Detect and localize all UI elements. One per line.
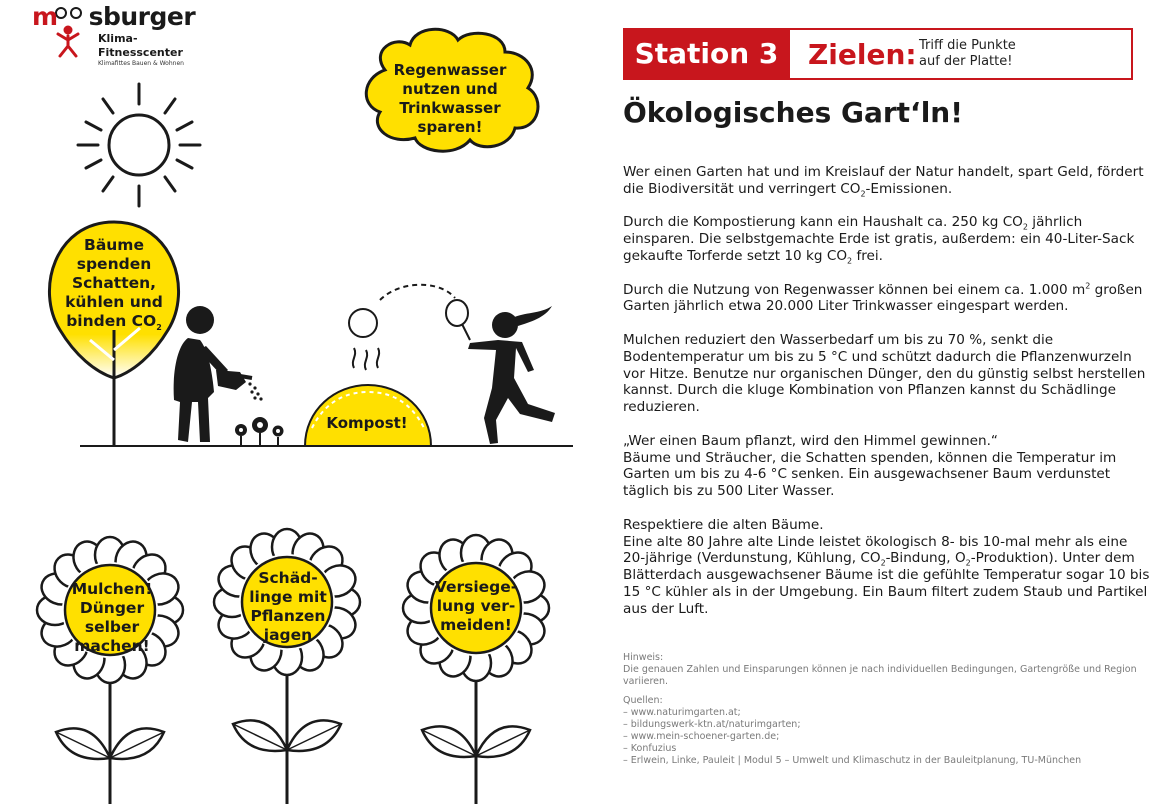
flower-2-text: Schäd- linge mit Pflanzen jagen xyxy=(249,569,327,644)
flower-mulchen-icon xyxy=(37,537,183,804)
kompost-label: Kompost! xyxy=(326,414,408,432)
paragraph-3: Durch die Nutzung von Regenwasser können bei einem ca. 1.000 $m^2$ großen Garten jährlich etwa 20.000 Liter Trinkwasser eingespart werden. xyxy=(623,281,1143,315)
source-item: – bildungswerk-ktn.at/naturimgarten; xyxy=(623,719,801,730)
source-item: – Erlwein, Linke, Pauleit | Modul 5 – Umwelt und Klimaschutz in der Bauleitplanung, TU-München xyxy=(623,755,1082,766)
cloud-text: Regenwasser nutzen und Trinkwasser sparen! xyxy=(393,61,507,136)
logo-tagline: Klimafittes Bauen & Wohnen xyxy=(98,60,184,67)
treff-line2: auf der Platte! xyxy=(919,54,1013,69)
source-item: – www.mein-schoener-garten.de; xyxy=(623,731,780,742)
treff-line1: Triff die Punkte xyxy=(919,38,1016,53)
flower-1-text: Mulchen! Dünger selber machen! xyxy=(71,580,153,655)
paragraph-4: Mulchen reduziert den Wasserbedarf um bis zu 70 %, senkt die Bodentemperatur um bis zu 5 °C und schützt dadurch die Pflanzenwurzeln vor Hitze. Benutze nur organischen Dünger, den du günstig selbst herstellen kannst. Durch die kluge Kombination von Pflanzen kannst du Schädlinge reduzieren. xyxy=(623,331,1146,416)
zielen-label: Zielen: xyxy=(808,38,917,71)
paragraph-2: Durch die Kompostierung kann ein Haushalt ca. 250 kg $CO_2$ jährlich einsparen. Die selbstgemachte Erde ist gratis, außerdem: ein 40-Liter-Sack gekaufte Torferde setzt 10 kg $CO_2$ frei. xyxy=(623,214,1135,266)
treff-instruction xyxy=(919,38,1039,70)
quellen-label: Quellen: xyxy=(623,695,663,706)
paragraph-5: Bäume und Sträucher, die Schatten spenden, können die Temperatur im Garten um bis zu 4-6 °C senken. Ein ausgewachsener Baum verdunstet täglich bis zu 500 Liter Wasser. xyxy=(623,449,1117,500)
paragraph-1: Wer einen Garten hat und im Kreislauf der Natur handelt, spart Geld, fördert die Biodiversität und verringert $CO_2$-Emissionen. xyxy=(623,164,1144,199)
paragraph-6-heading: Respektiere die alten Bäume. xyxy=(623,516,824,533)
hinweis-text: Die genauen Zahlen und Einsparungen können je nach individuellen Bedingungen, Gartengröße und Region variieren. xyxy=(623,664,1137,687)
station-label: Station 3 xyxy=(623,28,790,80)
logo-line1: Klima- xyxy=(98,32,138,45)
hinweis-label: Hinweis: xyxy=(623,652,664,663)
source-item: – Konfuzius xyxy=(623,743,677,754)
source-item: – www.naturimgarten.at; xyxy=(623,707,741,718)
notes xyxy=(623,652,1143,767)
tree-text: Bäume spenden Schatten, kühlen und binden $CO_2$ xyxy=(65,236,163,333)
flower-3-text: Versiege- lung ver- meiden! xyxy=(434,578,518,634)
page-title: Ökologisches Gart‘ln! xyxy=(623,96,963,129)
paragraph-6: Eine alte 80 Jahre alte Linde leistet ökologisch 8- bis 10-mal mehr als eine 20-jährige (Verdunstung, Kühlung, $CO_2$-Bindung, $O_2-Produktion$). Unter dem Blätterdach ausgewachsener Bäume ist die gefühlte Temperatur sogar 10 bis 15 °C kühler als in der Umgebung. Ein Baum filtert zudem Staub und Partikel aus der Luft. xyxy=(623,533,1150,617)
quote: „Wer einen Baum pflanzt, wird den Himmel gewinnen.“ xyxy=(623,432,998,449)
logo-wordmark: m sburger xyxy=(32,2,196,31)
logo-line2: Fitnesscenter xyxy=(98,46,183,59)
flower-versiegelung-icon xyxy=(403,535,549,804)
body-text xyxy=(623,164,1153,634)
